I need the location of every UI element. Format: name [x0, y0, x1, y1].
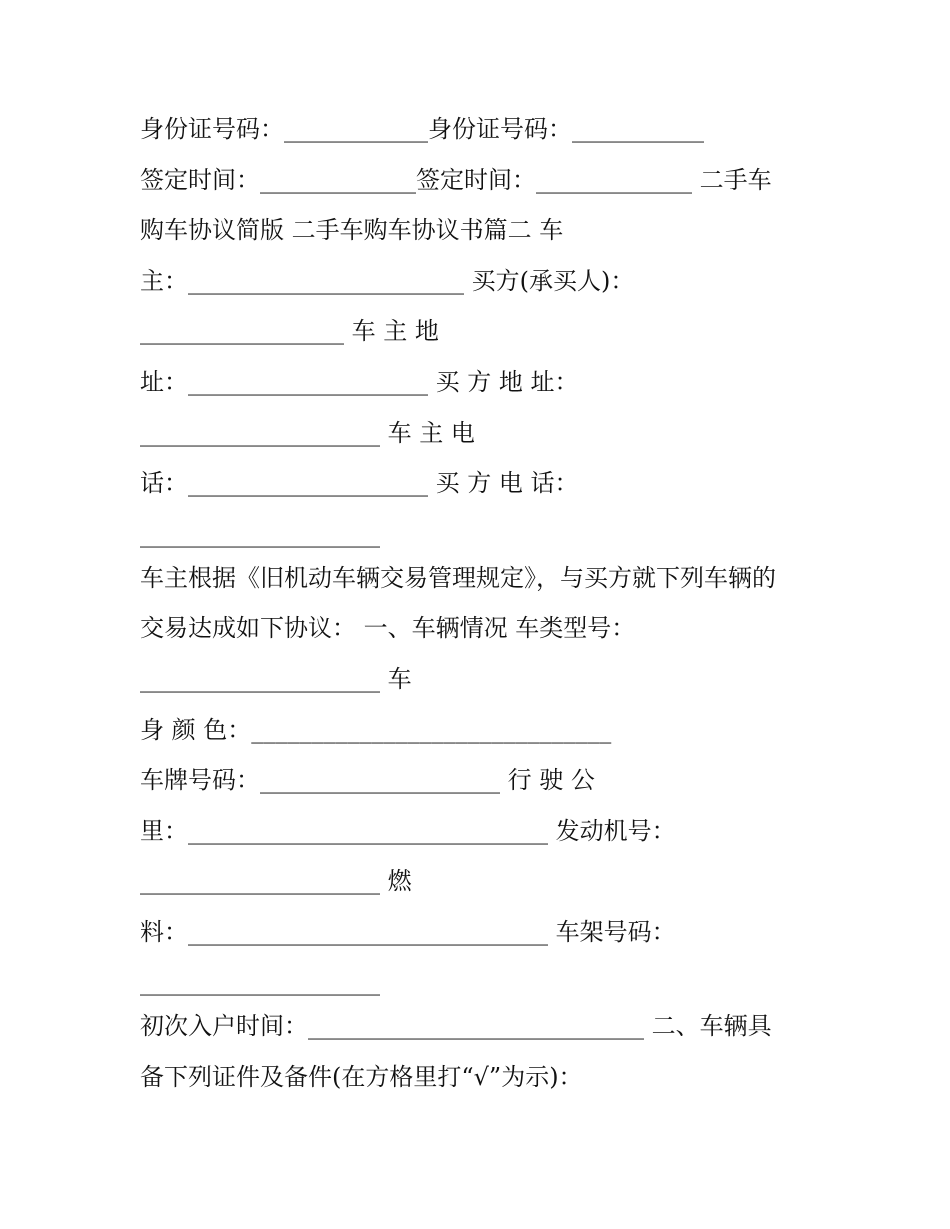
text-line: 车主根据《旧机动车辆交易管理规定》，与买方就下列车辆的 — [140, 564, 776, 592]
text-line: 主：_______________________ 买方(承买人)： — [140, 267, 635, 295]
text-line: 交易达成如下协议： 一、车辆情况 车类型号： — [140, 614, 636, 642]
text-line: 址：____________________ 买 方 地 址： — [140, 368, 579, 396]
text-line: 车牌号码：____________________ 行 驶 公 — [140, 766, 595, 794]
text-line: 购车协议简版 二手车购车协议书篇二 车 — [140, 216, 564, 244]
text-line: ____________________ — [140, 520, 380, 548]
text-line: ____________________ — [140, 968, 380, 996]
text-line: 料：______________________________ 车架号码： — [140, 918, 676, 946]
text-line: ____________________ 车 — [140, 665, 412, 693]
text-line: 初次入户时间：____________________________ 二、车辆具 — [140, 1012, 772, 1040]
text-line: 身份证号码：____________身份证号码：___________ — [140, 115, 704, 143]
text-line: ____________________ 燃 — [140, 867, 412, 895]
text-line: 备下列证件及备件(在方格里打“√”为示)： — [140, 1063, 583, 1091]
text-line: _________________ 车 主 地 — [140, 317, 439, 345]
text-line: 话：____________________ 买 方 电 话： — [140, 469, 579, 497]
text-line: 签定时间：_____________签定时间：_____________ 二手车 — [140, 166, 772, 194]
text-line: ____________________ 车 主 电 — [140, 419, 475, 447]
text-line: 里：______________________________ 发动机号： — [140, 817, 676, 845]
text-line: 身 颜 色：______________________________ — [140, 716, 612, 744]
